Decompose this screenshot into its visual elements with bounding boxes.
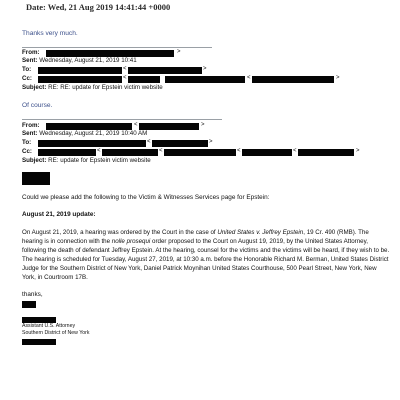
closing: thanks, <box>22 291 43 298</box>
redaction <box>139 123 199 130</box>
nolle-prosequi: nolle prosequi <box>111 237 151 245</box>
redaction <box>22 172 50 185</box>
sent-value: Wednesday, August 21, 2019 10:40 AM <box>39 130 148 137</box>
from-label: From: <box>22 49 40 56</box>
bracket-close: > <box>336 75 340 81</box>
bracket-close: > <box>209 139 213 145</box>
bracket-close: > <box>356 148 360 154</box>
redaction <box>38 149 96 156</box>
bracket-open: < <box>97 148 101 154</box>
email1-cc <box>22 75 32 84</box>
case-name: United States v. Jeffrey Epstein <box>217 229 304 236</box>
subject-value: RE: RE: update for Epstein victim website <box>48 84 163 91</box>
email2-sent <box>22 130 147 139</box>
reply-of-course: Of course. <box>22 102 53 109</box>
request-line: Could we please add the following to the Victim & Witnesses Services page for Epstein: <box>22 194 270 201</box>
email1-sent <box>22 57 137 66</box>
email2-to <box>22 139 31 148</box>
cc-label: Cc: <box>22 148 32 155</box>
sent-value: Wednesday, August 21, 2019 10:41 <box>39 57 137 64</box>
bracket-open: < <box>159 148 163 154</box>
reply-thanks: Thanks very much. <box>22 30 78 37</box>
redaction <box>22 339 56 345</box>
redaction <box>46 50 174 57</box>
bracket-close: > <box>201 122 205 128</box>
redaction <box>22 301 36 308</box>
redaction <box>46 123 132 130</box>
cc-label: Cc: <box>22 75 32 82</box>
redaction <box>128 67 202 74</box>
bracket-close: > <box>177 49 181 55</box>
update-text-part1: On August 21, 2019, a hearing was ordered by the Court in the case of <box>22 229 218 236</box>
subject-label: Subject: <box>22 84 47 91</box>
redaction <box>298 149 354 156</box>
to-label: To: <box>22 66 32 73</box>
update-text-part3: order proposed to the Court on August 19, 2019, by the United States Attorney, following the death of defendant Jeffrey Epstein. At the hearing, counsel for the victims and the victims will be heard, if they wish to be. The hearing is scheduled for Tuesday, August 27, 2019, at 10:30 a.m. before the Honorable Richard M. Berman, United States District Judge for the Southern District of New York, Daniel Patrick Moynihan United States Courthouse, 500 Pearl Street, New York, New York, in Courtroom 17B. <box>22 237 390 281</box>
sent-label: Sent: <box>22 130 38 137</box>
header-separator <box>22 47 212 48</box>
to-label: To: <box>22 139 32 146</box>
from-label: From: <box>22 122 40 129</box>
header-separator <box>22 119 222 120</box>
redaction <box>252 76 334 83</box>
bracket-open: < <box>293 148 297 154</box>
email1-subject <box>22 84 163 93</box>
bracket-open: < <box>123 66 127 72</box>
update-text-part2: , 19 Cr. 490 (RMB). The hearing is in connection with the <box>22 229 369 245</box>
signature-title: Assistant U.S. Attorney <box>22 323 76 329</box>
date-line: Date: Wed, 21 Aug 2019 14:41:44 +0000 <box>26 2 171 12</box>
bracket-open: < <box>134 122 138 128</box>
bracket-open: < <box>247 75 251 81</box>
redaction <box>102 149 158 156</box>
subject-label: Subject: <box>22 157 47 164</box>
sent-label: Sent: <box>22 57 38 64</box>
email2-subject <box>22 157 151 166</box>
update-paragraph <box>22 229 390 282</box>
subject-value: RE: update for Epstein victim website <box>48 157 151 164</box>
bracket-open: < <box>123 75 127 81</box>
bracket-open: < <box>237 148 241 154</box>
redaction <box>38 76 122 83</box>
email2-cc <box>22 148 32 157</box>
redaction <box>164 149 236 156</box>
redaction <box>242 149 292 156</box>
bracket-open: < <box>147 139 151 145</box>
redaction <box>128 76 160 83</box>
redaction <box>38 140 146 147</box>
email1-to <box>22 66 31 75</box>
update-heading: August 21, 2019 update: <box>22 211 96 218</box>
bracket-close: > <box>203 66 207 72</box>
signature-office: Southern District of New York <box>22 330 90 336</box>
redaction <box>38 67 122 74</box>
redaction <box>152 140 208 147</box>
redaction <box>165 76 245 83</box>
